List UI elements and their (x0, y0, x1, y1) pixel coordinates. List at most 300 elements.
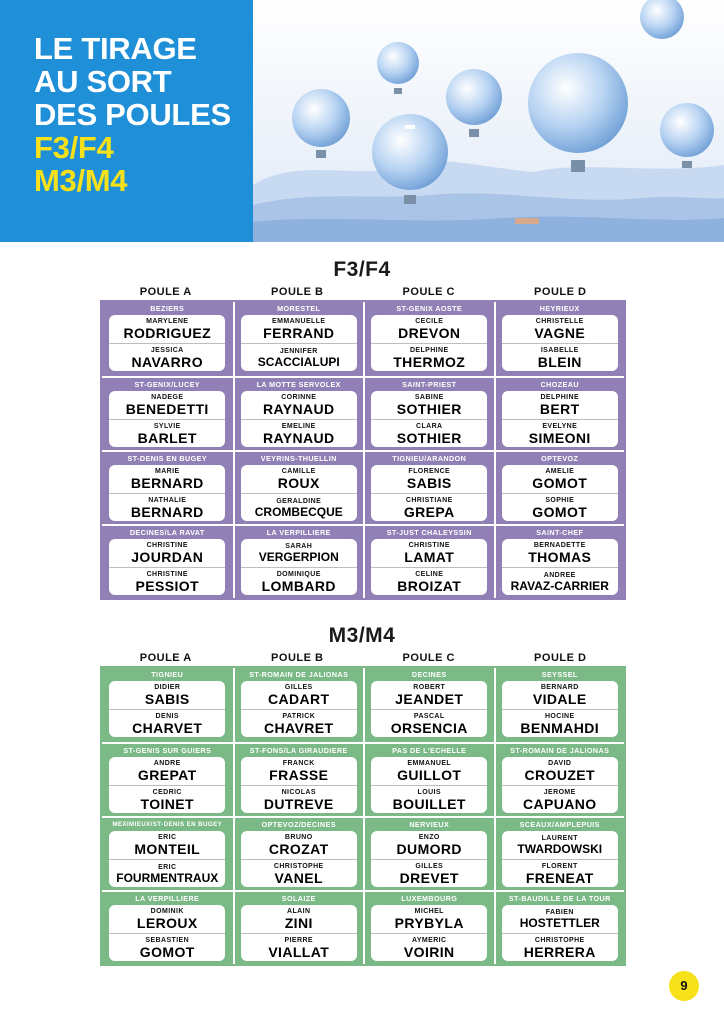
player-first-name: DOMINIK (150, 908, 184, 915)
player-first-name: CECILE (415, 318, 444, 325)
player (502, 419, 618, 447)
player-first-name: CHRISTOPHE (273, 862, 324, 870)
player-first-name: PASCAL (413, 712, 445, 720)
team-cell (494, 744, 625, 816)
player-last-name: CHARVET (132, 719, 203, 736)
team-card (241, 465, 357, 521)
player-last-name: BOUILLET (392, 795, 466, 812)
player (109, 757, 225, 785)
player-last-name: PRYBYLA (394, 915, 464, 931)
player-last-name: SOTHIER (396, 429, 462, 446)
player-last-name: BERNARD (130, 475, 204, 491)
player (371, 493, 487, 521)
player-last-name: VIALLAT (268, 943, 330, 960)
player-first-name: JENNIFER (279, 347, 318, 355)
club-name: BEZIERS (150, 304, 185, 313)
player-last-name: CROZAT (268, 841, 329, 857)
club-name: SAINT-PRIEST (402, 380, 457, 389)
team-cell (363, 668, 494, 742)
player-first-name: FLORENCE (408, 468, 451, 475)
club-name: LA VERPILLIERE (266, 528, 331, 537)
player-last-name: VERGERPION (258, 550, 339, 564)
team-card (371, 465, 487, 521)
player (371, 465, 487, 493)
section-title-m3m4: M3/M4 (328, 624, 396, 647)
player-last-name: LOMBARD (261, 577, 336, 594)
player (109, 343, 225, 371)
player (241, 419, 357, 447)
player-first-name: HOCINE (544, 712, 575, 720)
player-first-name: SEBASTIEN (145, 936, 190, 944)
team-cell (233, 892, 364, 964)
player (502, 831, 618, 859)
player (241, 343, 357, 371)
player (502, 465, 618, 493)
team-card (502, 681, 618, 737)
team-card (109, 681, 225, 737)
player-last-name: GUILLOT (397, 767, 462, 783)
player (241, 315, 357, 343)
player-last-name: RAVAZ-CARRIER (510, 578, 609, 593)
player-last-name: DUMORD (396, 841, 462, 857)
player (371, 709, 487, 737)
team-card (109, 315, 225, 371)
player (502, 567, 618, 595)
player-last-name: SIMEONI (528, 429, 591, 446)
player-last-name: RAYNAUD (262, 429, 335, 446)
player (371, 831, 487, 859)
player (502, 493, 618, 521)
player-first-name: CHRISTIANE (405, 496, 453, 504)
pool-grid-m3m4 (100, 651, 626, 966)
title-line: DES POULES (34, 97, 231, 132)
player-first-name: MARIE (154, 468, 180, 475)
player-first-name: NADEGE (151, 394, 184, 401)
player (502, 539, 618, 567)
club-name: ST-ROMAIN DE JALIONAS (249, 670, 349, 679)
team-cell (102, 818, 233, 890)
player-first-name: CELINE (415, 570, 444, 578)
player-last-name: DUTREVE (263, 795, 334, 812)
player-last-name: BERNARD (130, 503, 204, 520)
player-last-name: RODRIGUEZ (123, 325, 212, 341)
player-first-name: SOPHIE (545, 496, 575, 504)
player (371, 315, 487, 343)
player-first-name: ERIC (158, 863, 177, 871)
player-first-name: EVELYNE (542, 422, 578, 430)
player-last-name: CADART (267, 691, 330, 707)
club-name: HEYRIEUX (539, 304, 580, 313)
team-card (502, 391, 618, 447)
column-header: POULE A (139, 652, 192, 664)
hero-banner (0, 0, 724, 242)
player (109, 539, 225, 567)
team-card (241, 391, 357, 447)
player-first-name: PIERRE (284, 936, 313, 944)
club-name: OPTEVOZ (541, 454, 579, 463)
team-card (371, 539, 487, 595)
player-first-name: CHRISTELLE (535, 318, 584, 325)
player-last-name: PESSIOT (135, 577, 199, 594)
player-last-name: HERRERA (523, 943, 596, 960)
player-last-name: CHAVRET (264, 719, 334, 736)
player (371, 681, 487, 709)
player-last-name: DREVET (399, 869, 459, 886)
player (109, 859, 225, 887)
player (109, 933, 225, 961)
player-first-name: ANDRE (153, 760, 181, 767)
player (241, 859, 357, 887)
player-first-name: DELPHINE (409, 346, 449, 354)
player (241, 757, 357, 785)
player-last-name: TWARDOWSKI (517, 842, 603, 856)
player-first-name: DENIS (155, 712, 179, 720)
player-last-name: GREPA (403, 503, 455, 520)
team-card (502, 465, 618, 521)
player-last-name: BENEDETTI (125, 401, 209, 417)
player (241, 539, 357, 567)
player-last-name: GOMOT (532, 475, 588, 491)
team-cell (494, 378, 625, 450)
player (371, 539, 487, 567)
player-first-name: DIDIER (154, 684, 181, 691)
team-card (502, 539, 618, 595)
player-first-name: FLORENT (541, 862, 578, 870)
team-card (241, 539, 357, 595)
team-cell (363, 744, 494, 816)
team-card (502, 757, 618, 813)
player-last-name: CAPUANO (522, 795, 597, 812)
player-first-name: NATHALIE (148, 496, 187, 504)
player-first-name: AMELIE (545, 468, 575, 475)
player-first-name: LAURENT (541, 835, 578, 842)
team-card (502, 831, 618, 887)
player (371, 905, 487, 933)
player (241, 709, 357, 737)
team-cell (102, 744, 233, 816)
player-last-name: VANEL (274, 869, 323, 886)
club-name: ST-GENIX AOSTE (396, 304, 463, 313)
team-card (371, 315, 487, 371)
player-first-name: ROBERT (413, 684, 446, 691)
player-first-name: JESSICA (150, 346, 184, 354)
balloons-illustration (253, 0, 724, 242)
team-cell (363, 818, 494, 890)
club-name: SCEAUX/AMPLEPUIS (519, 820, 600, 829)
team-cell (233, 302, 364, 376)
pool-row (102, 742, 624, 816)
team-cell (233, 378, 364, 450)
player-first-name: ENZO (418, 834, 440, 841)
pool-grid-f3f4 (100, 285, 626, 600)
player (371, 567, 487, 595)
player (502, 343, 618, 371)
team-cell (102, 378, 233, 450)
player-first-name: EMMANUELLE (272, 318, 326, 325)
player (241, 831, 357, 859)
team-card (241, 905, 357, 961)
player-first-name: CAMILLE (281, 468, 316, 475)
title-line-yellow: F3/F4 (34, 130, 114, 165)
player-last-name: ZINI (284, 915, 313, 931)
player (241, 493, 357, 521)
club-name: ST-GENIS SUR GUIERS (123, 746, 212, 755)
club-name: ST-ROMAIN DE JALIONAS (510, 746, 610, 755)
title-line: LE TIRAGE (34, 31, 197, 66)
player-last-name: LEROUX (136, 915, 198, 931)
team-card (109, 757, 225, 813)
club-name: VEYRINS-THUELLIN (260, 454, 337, 463)
player-last-name: FRENEAT (525, 869, 594, 886)
player-last-name: TOINET (140, 795, 194, 812)
pool-row (102, 450, 624, 524)
team-card (241, 831, 357, 887)
player-first-name: ANDREE (543, 571, 576, 579)
team-cell (363, 302, 494, 376)
player-last-name: GOMOT (532, 503, 588, 520)
player-first-name: SARAH (285, 543, 313, 550)
team-cell (233, 818, 364, 890)
title-line-yellow: M3/M4 (34, 163, 128, 198)
player-first-name: BRUNO (284, 834, 313, 841)
player (371, 391, 487, 419)
team-card (371, 905, 487, 961)
column-headers (100, 285, 626, 300)
player (502, 681, 618, 709)
player-first-name: MARYLENE (146, 318, 189, 325)
team-cell (102, 302, 233, 376)
team-card (109, 465, 225, 521)
player-first-name: CHRISTOPHE (534, 936, 585, 944)
player-last-name: CROUZET (524, 767, 595, 783)
team-cell (494, 452, 625, 524)
column-header: POULE D (534, 286, 587, 298)
club-name: SAINT-CHEF (536, 528, 584, 537)
player (371, 757, 487, 785)
player (502, 315, 618, 343)
player-last-name: HOSTETTLER (519, 916, 600, 930)
player (241, 933, 357, 961)
player-first-name: ALAIN (287, 908, 311, 915)
player-last-name: THOMAS (528, 549, 592, 565)
player-first-name: NICOLAS (281, 788, 316, 796)
player-first-name: JEROME (543, 788, 576, 796)
player-last-name: SABIS (406, 475, 452, 491)
club-name: MORESTEL (277, 304, 321, 313)
player (241, 465, 357, 493)
player (502, 709, 618, 737)
player (241, 391, 357, 419)
player-first-name: ERIC (158, 834, 177, 841)
team-cell (494, 526, 625, 598)
player-last-name: ORSENCIA (390, 719, 468, 736)
player (109, 493, 225, 521)
team-cell (233, 668, 364, 742)
team-cell (363, 892, 494, 964)
club-name: ST-BAUDILLE DE LA TOUR (508, 894, 611, 903)
player (502, 933, 618, 961)
player (109, 567, 225, 595)
player (109, 681, 225, 709)
column-header: POULE C (402, 652, 455, 664)
team-cell (233, 744, 364, 816)
player (109, 391, 225, 419)
column-header: POULE C (402, 286, 455, 298)
player-first-name: CEDRIC (152, 788, 182, 796)
player-first-name: SABINE (414, 394, 444, 401)
player-first-name: CLARA (416, 422, 443, 430)
team-cell (233, 526, 364, 598)
player-last-name: FRASSE (269, 767, 329, 783)
player-first-name: GERALDINE (276, 497, 322, 505)
club-name: DECINES (411, 670, 447, 679)
player-last-name: JOURDAN (131, 549, 204, 565)
player-first-name: CORINNE (281, 394, 317, 401)
title-box (0, 0, 253, 242)
player (502, 757, 618, 785)
player (241, 785, 357, 813)
player (502, 391, 618, 419)
player-first-name: DAVID (548, 760, 572, 767)
player-first-name: FRANCK (282, 760, 315, 767)
team-cell (494, 668, 625, 742)
club-name: OPTEVOZ/DECINES (261, 820, 336, 829)
player-first-name: PATRICK (282, 712, 316, 720)
player-first-name: DELPHINE (540, 394, 580, 401)
club-name: ST-JUST CHALEYSSIN (386, 528, 472, 537)
player-first-name: SYLVIE (153, 422, 181, 430)
pool-row (102, 668, 624, 742)
team-cell (102, 668, 233, 742)
column-header: POULE D (534, 652, 587, 664)
team-card (109, 539, 225, 595)
pool-row (102, 302, 624, 376)
player-first-name: ISABELLE (540, 346, 579, 354)
player-last-name: SCACCIALUPI (257, 354, 340, 369)
player-first-name: BERNARD (540, 684, 579, 691)
player-last-name: GOMOT (139, 943, 195, 960)
player (109, 831, 225, 859)
club-name: ST-DENIS EN BUGEY (127, 454, 207, 463)
player-last-name: VAGNE (534, 325, 586, 341)
player (109, 709, 225, 737)
team-card (371, 831, 487, 887)
team-cell (102, 452, 233, 524)
team-card (371, 681, 487, 737)
player (502, 785, 618, 813)
pool-row (102, 376, 624, 450)
player (502, 905, 618, 933)
club-name: LA MOTTE SERVOLEX (256, 380, 341, 389)
club-name: SOLAIZE (281, 894, 316, 903)
player-first-name: CHRISTINE (146, 570, 188, 578)
player-last-name: BENMAHDI (520, 719, 600, 736)
player (109, 315, 225, 343)
column-header: POULE A (139, 286, 192, 298)
player-last-name: VIDALE (532, 691, 587, 707)
player-last-name: JEANDET (395, 691, 464, 707)
player-last-name: DREVON (398, 325, 461, 341)
player-first-name: GILLES (284, 684, 313, 691)
player (371, 859, 487, 887)
player-first-name: EMELINE (281, 422, 316, 430)
player-last-name: SABIS (144, 691, 190, 707)
team-card (371, 391, 487, 447)
player (371, 343, 487, 371)
pool-table (100, 666, 626, 966)
team-card (241, 757, 357, 813)
team-cell (494, 818, 625, 890)
player-first-name: CHRISTINE (408, 542, 450, 549)
team-cell (494, 892, 625, 964)
pool-row (102, 890, 624, 964)
pool-table (100, 300, 626, 600)
club-name: TIGNIEU (151, 670, 184, 679)
team-card (502, 905, 618, 961)
player-first-name: DOMINIQUE (276, 570, 321, 578)
player (371, 785, 487, 813)
pool-row (102, 524, 624, 598)
player (109, 905, 225, 933)
club-name: PAS DE L'ECHELLE (392, 746, 467, 755)
player (241, 567, 357, 595)
player-first-name: EMMANUEL (407, 760, 452, 767)
team-card (502, 315, 618, 371)
pool-row (102, 816, 624, 890)
club-name: ST-FONS/LA GIRAUDIERE (249, 746, 348, 755)
player-last-name: FERRAND (263, 325, 335, 341)
player-first-name: FABIEN (545, 909, 574, 916)
column-header: POULE B (271, 286, 324, 298)
player-last-name: BERT (539, 401, 580, 417)
player-last-name: GREPAT (137, 767, 197, 783)
page-title (34, 32, 231, 197)
player (241, 905, 357, 933)
player-last-name: VOIRIN (403, 943, 455, 960)
club-name: DECINES/LA RAVAT (129, 528, 205, 537)
club-name: SEYSSEL (541, 670, 578, 679)
player-first-name: LOUIS (417, 788, 441, 796)
player (109, 785, 225, 813)
column-header: POULE B (271, 652, 324, 664)
page-number: 9 (669, 971, 699, 1001)
team-card (241, 681, 357, 737)
player-last-name: BARLET (137, 429, 197, 446)
player-last-name: ROUX (277, 475, 320, 491)
team-cell (233, 452, 364, 524)
player-last-name: RAYNAUD (262, 401, 335, 417)
player-last-name: THERMOZ (393, 353, 466, 370)
player-last-name: MONTEIL (134, 841, 201, 857)
player (371, 933, 487, 961)
team-card (109, 831, 225, 887)
player-first-name: BERNADETTE (533, 542, 586, 549)
club-name: NERVIEUX (409, 820, 450, 829)
club-name: LA VERPILLIERE (135, 894, 200, 903)
club-name: LUXEMBOURG (401, 894, 458, 903)
player-last-name: FOURMENTRAUX (116, 870, 219, 885)
section-title-f3f4: F3/F4 (333, 258, 391, 281)
team-card (241, 315, 357, 371)
player (241, 681, 357, 709)
team-cell (494, 302, 625, 376)
player (109, 419, 225, 447)
club-name: MEXIMIEUX/ST-DENIS EN BUGEY (112, 821, 223, 828)
player-first-name: MICHEL (414, 908, 444, 915)
team-cell (363, 378, 494, 450)
player-last-name: SOTHIER (396, 401, 462, 417)
player-last-name: BLEIN (537, 353, 582, 370)
